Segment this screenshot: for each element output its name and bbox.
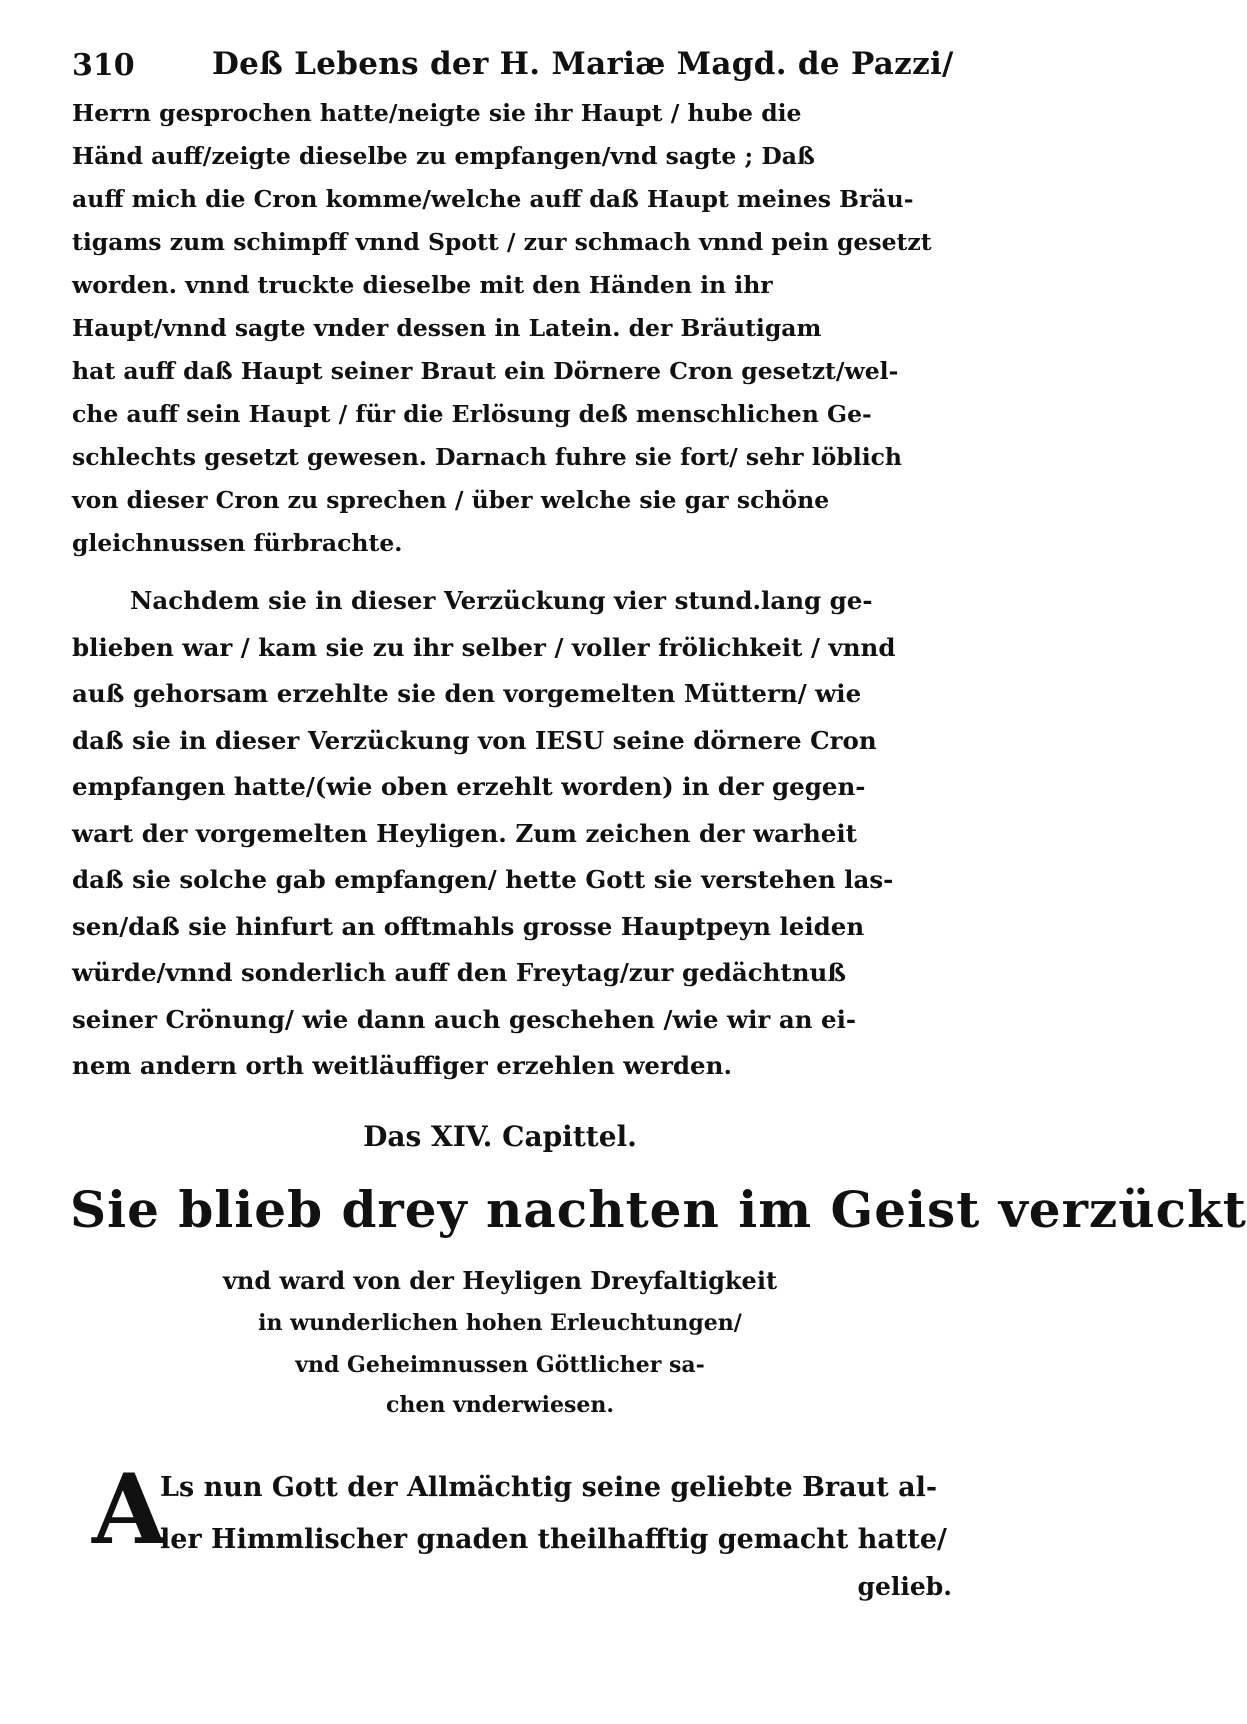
text-line: nem andern orth weitläuffiger erzehlen werden. [72, 1051, 732, 1080]
text-line: hat auff daß Haupt seiner Braut ein Dörnere Cron gesetzt/wel- [72, 357, 899, 385]
catchword: gelieb. [857, 1572, 952, 1601]
running-head: Deß Lebens der H. Mariæ Magd. de Pazzi/ [212, 46, 954, 82]
chapter-label: Das XIV. Capittel. [363, 1120, 637, 1153]
text-line: daß sie solche gab empfangen/ hette Gott sie verstehen las- [72, 865, 894, 894]
text-line: blieben war / kam sie zu ihr selber / voller frölichkeit / vnnd [72, 632, 896, 662]
text-line: Händ auff/zeigte dieselbe zu empfangen/vnd sagte ; Daß [72, 142, 815, 170]
text-line: gleichnussen fürbrachte. [72, 529, 403, 557]
text-line: ler Himmlischer gnaden theilhafftig gemacht hatte/ [160, 1524, 947, 1555]
text-line: Herrn gesprochen hatte/neigte sie ihr Haupt / hube die [72, 99, 802, 127]
chapter-subtitle-line: vnd Geheimnussen Göttlicher sa- [295, 1352, 705, 1378]
chapter-subtitle-line: chen vnderwiesen. [385, 1392, 615, 1418]
page-number: 310 [72, 48, 135, 83]
text-line: empfangen hatte/(wie oben erzehlt worden) in der gegen- [72, 772, 866, 801]
text-line: auß gehorsam erzehlte sie den vorgemelten Müttern/ wie [72, 679, 862, 708]
text-line: seiner Crönung/ wie dann auch geschehen /wie wir an ei- [72, 1004, 857, 1034]
text-line: worden. vnnd truckte dieselbe mit den Händen in ihr [72, 271, 773, 299]
text-line: sen/daß sie hinfurt an offtmahls grosse Hauptpeyn leiden [72, 911, 865, 941]
text-line: auff mich die Cron komme/welche auff daß Haupt meines Bräu- [72, 185, 914, 213]
text-line: che auff sein Haupt / für die Erlösung deß menschlichen Ge- [72, 400, 872, 428]
paragraph-1 [72, 92, 952, 565]
text-line: daß sie in dieser Verzückung von IESU seine dörnere Cron [72, 725, 877, 755]
paragraph-3 [160, 1462, 960, 1566]
text-line: würde/vnnd sonderlich auff den Freytag/zur gedächtnuß [72, 958, 846, 987]
drop-cap: A [92, 1453, 167, 1566]
chapter-subtitle-line: in wunderlichen hohen Erleuchtungen/ [258, 1310, 742, 1336]
text-line: schlechts gesetzt gewesen. Darnach fuhre sie fort/ sehr löblich [72, 443, 903, 471]
text-line: wart der vorgemelten Heyligen. Zum zeichen der warheit [72, 818, 857, 848]
text-line: tigams zum schimpff vnnd Spott / zur schmach vnnd pein gesetzt [72, 228, 932, 256]
chapter-subtitle-line: vnd ward von der Heyligen Dreyfaltigkeit [222, 1266, 778, 1295]
paragraph-2 [72, 578, 952, 1090]
text-line: Haupt/vnnd sagte vnder dessen in Latein. der Bräutigam [72, 314, 822, 342]
text-line: Nachdem sie in dieser Verzückung vier stund.lang ge- [130, 586, 873, 615]
text-line: Ls nun Gott der Allmächtig seine geliebte Braut al- [160, 1472, 938, 1503]
chapter-title: Sie blieb drey nachten im Geist verzückt [70, 1180, 1247, 1239]
text-line: von dieser Cron zu sprechen / über welche sie gar schöne [72, 486, 830, 514]
page-header [72, 42, 954, 92]
